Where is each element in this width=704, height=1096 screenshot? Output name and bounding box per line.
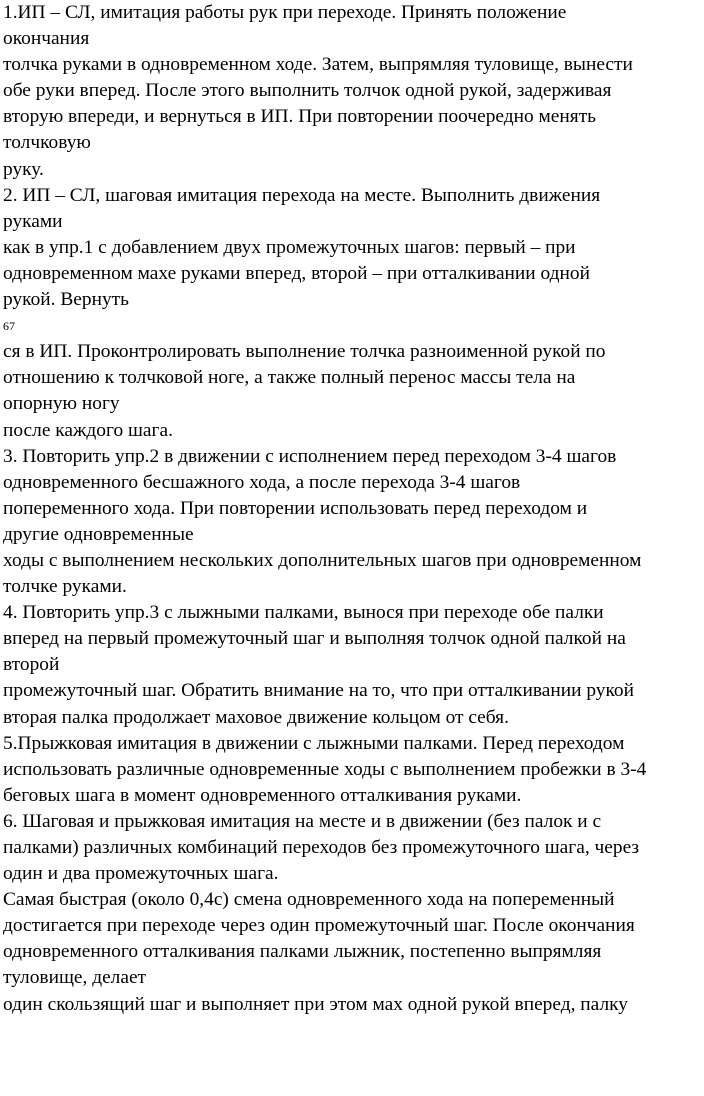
text-line: толчковую bbox=[3, 132, 91, 154]
page-number: 67 bbox=[3, 319, 15, 334]
text-line: 5.Прыжковая имитация в движении с лыжными палками. Перед переходом bbox=[3, 732, 625, 754]
text-line: одновременного отталкивания палками лыжник, постепенно выпрямляя bbox=[3, 941, 602, 963]
text-line: как в упр.1 с добавлением двух промежуточных шагов: первый – при bbox=[3, 236, 576, 258]
text-line: отношению к толчковой ноге, а также полный перенос массы тела на bbox=[3, 367, 576, 389]
text-line: достигается при переходе через один промежуточный шаг. После окончания bbox=[3, 915, 635, 937]
text-line: 3. Повторить упр.2 в движении с исполнением перед переходом 3-4 шагов bbox=[3, 445, 617, 467]
text-line: 2. ИП – СЛ, шаговая имитация перехода на месте. Выполнить движения bbox=[3, 184, 601, 206]
text-line: толчка руками в одновременном ходе. Затем, выпрямляя туловище, вынести bbox=[3, 54, 633, 76]
text-line: ходы с выполнением нескольких дополнительных шагов при одновременном bbox=[3, 549, 642, 571]
text-line: использовать различные одновременные ходы с выполнением пробежки в 3-4 bbox=[3, 758, 647, 780]
text-line: рукой. Вернуть bbox=[3, 289, 129, 311]
text-line: Самая быстрая (около 0,4с) смена одновременного хода на попеременный bbox=[3, 889, 615, 911]
text-line: после каждого шага. bbox=[3, 419, 173, 441]
text-line: один и два промежуточных шага. bbox=[3, 863, 279, 885]
text-line: промежуточный шаг. Обратить внимание на то, что при отталкивании рукой bbox=[3, 680, 634, 702]
text-line: один скользящий шаг и выполняет при этом мах одной рукой вперед, палку bbox=[3, 993, 628, 1015]
text-line: 6. Шаговая и прыжковая имитация на месте и в движении (без палок и с bbox=[3, 810, 602, 832]
text-line: руками bbox=[3, 210, 63, 232]
text-line: другие одновременные bbox=[3, 523, 194, 545]
text-line: палками) различных комбинаций переходов без промежуточного шага, через bbox=[3, 837, 640, 858]
text-line: руку. bbox=[3, 158, 44, 180]
text-line: одновременного бесшажного хода, а после перехода 3-4 шагов bbox=[3, 471, 521, 493]
text-line: попеременного хода. При повторении использовать перед переходом и bbox=[3, 497, 588, 519]
text-line: ся в ИП. Проконтролировать выполнение толчка разноименной рукой по bbox=[3, 341, 606, 363]
text-line: окончания bbox=[3, 28, 90, 50]
text-line: 1.ИП – СЛ, имитация работы рук при переходе. Принять положение bbox=[3, 2, 567, 23]
text-line: опорную ногу bbox=[3, 393, 120, 415]
text-line: обе руки вперед. После этого выполнить толчок одной рукой, задерживая bbox=[3, 80, 612, 102]
text-line: 4. Повторить упр.3 с лыжными палками, вынося при переходе обе палки bbox=[3, 602, 604, 624]
text-line: второй bbox=[3, 654, 60, 676]
text-line: толчке руками. bbox=[3, 576, 127, 598]
text-line: одновременном махе руками вперед, второй – при отталкивании одной bbox=[3, 262, 590, 284]
text-line: вторую впереди, и вернуться в ИП. При повторении поочередно менять bbox=[3, 106, 597, 128]
text-line: вперед на первый промежуточный шаг и выполняя толчок одной палкой на bbox=[3, 628, 626, 650]
text-line: беговых шага в момент одновременного отталкивания руками. bbox=[3, 784, 522, 806]
text-line: вторая палка продолжает маховое движение кольцом от себя. bbox=[3, 706, 509, 728]
text-line: туловище, делает bbox=[3, 967, 147, 989]
